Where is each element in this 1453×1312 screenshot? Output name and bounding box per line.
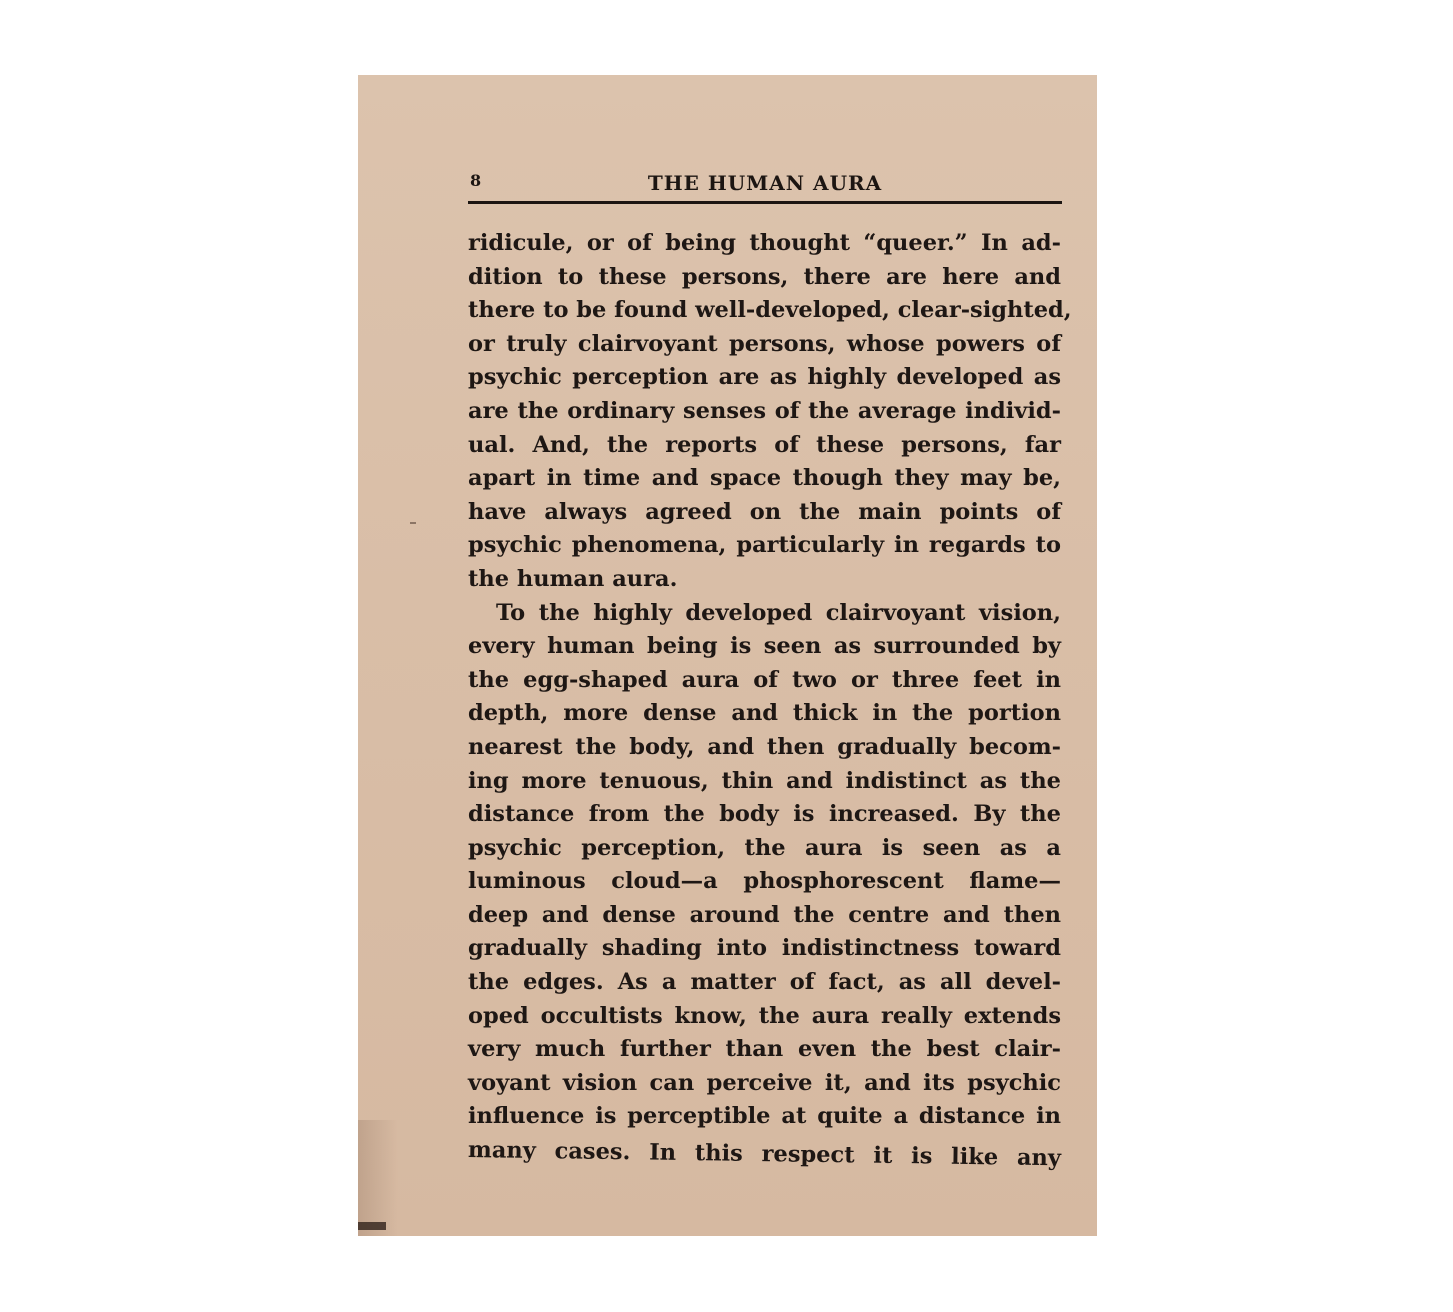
text-line: many cases. In this respect it is like any <box>467 1137 1062 1172</box>
text-line: very much further than even the best clair- <box>468 1036 1061 1063</box>
text-line: gradually shading into indistinctness toward <box>468 935 1061 962</box>
book-page <box>358 75 1097 1236</box>
text-line: influence is perceptible at quite a distance in <box>468 1103 1061 1130</box>
text-line: the egg-shaped aura of two or three feet in <box>468 666 1061 693</box>
text-line: To the highly developed clairvoyant vision, <box>496 599 1061 626</box>
page-edge-mark <box>358 1222 386 1230</box>
scan-speck <box>410 522 416 524</box>
text-line: ing more tenuous, thin and indistinct as the <box>468 767 1061 794</box>
text-line: the edges. As a matter of fact, as all devel- <box>468 969 1061 996</box>
text-line: dition to these persons, there are here and <box>468 263 1061 290</box>
text-line: distance from the body is increased. By the <box>468 801 1061 828</box>
text-line: psychic perception, the aura is seen as a <box>468 834 1061 861</box>
text-line: nearest the body, and then gradually becom- <box>468 733 1061 760</box>
text-line: or truly clairvoyant persons, whose powers of <box>468 330 1061 357</box>
text-line: there to be found well-developed, clear-sighted, <box>468 297 1072 324</box>
text-line: oped occultists know, the aura really extends <box>468 1002 1061 1029</box>
text-line: luminous cloud—a phosphorescent flame— <box>468 868 1061 895</box>
text-line: voyant vision can perceive it, and its psychic <box>468 1069 1061 1096</box>
text-line: depth, more dense and thick in the portion <box>468 700 1061 727</box>
text-line: every human being is seen as surrounded by <box>468 633 1061 660</box>
text-line: are the ordinary senses of the average individ- <box>468 397 1061 424</box>
text-line: ual. And, the reports of these persons, far <box>468 431 1061 458</box>
text-line: psychic perception are as highly developed as <box>468 364 1061 391</box>
text-line: apart in time and space though they may be, <box>468 465 1061 492</box>
page-edge-shadow <box>358 1120 398 1236</box>
text-line: deep and dense around the centre and then <box>468 901 1061 928</box>
text-line: the human aura. <box>468 565 678 592</box>
body-text <box>467 227 1072 1172</box>
page-number: 8 <box>470 171 482 190</box>
text-line: have always agreed on the main points of <box>468 498 1061 525</box>
running-head <box>470 171 1060 195</box>
running-title: THE HUMAN AURA <box>647 171 883 195</box>
text-line: psychic phenomena, particularly in regards to <box>468 532 1061 559</box>
text-line: ridicule, or of being thought “queer.” In ad- <box>468 230 1061 256</box>
header-rule <box>468 201 1062 204</box>
